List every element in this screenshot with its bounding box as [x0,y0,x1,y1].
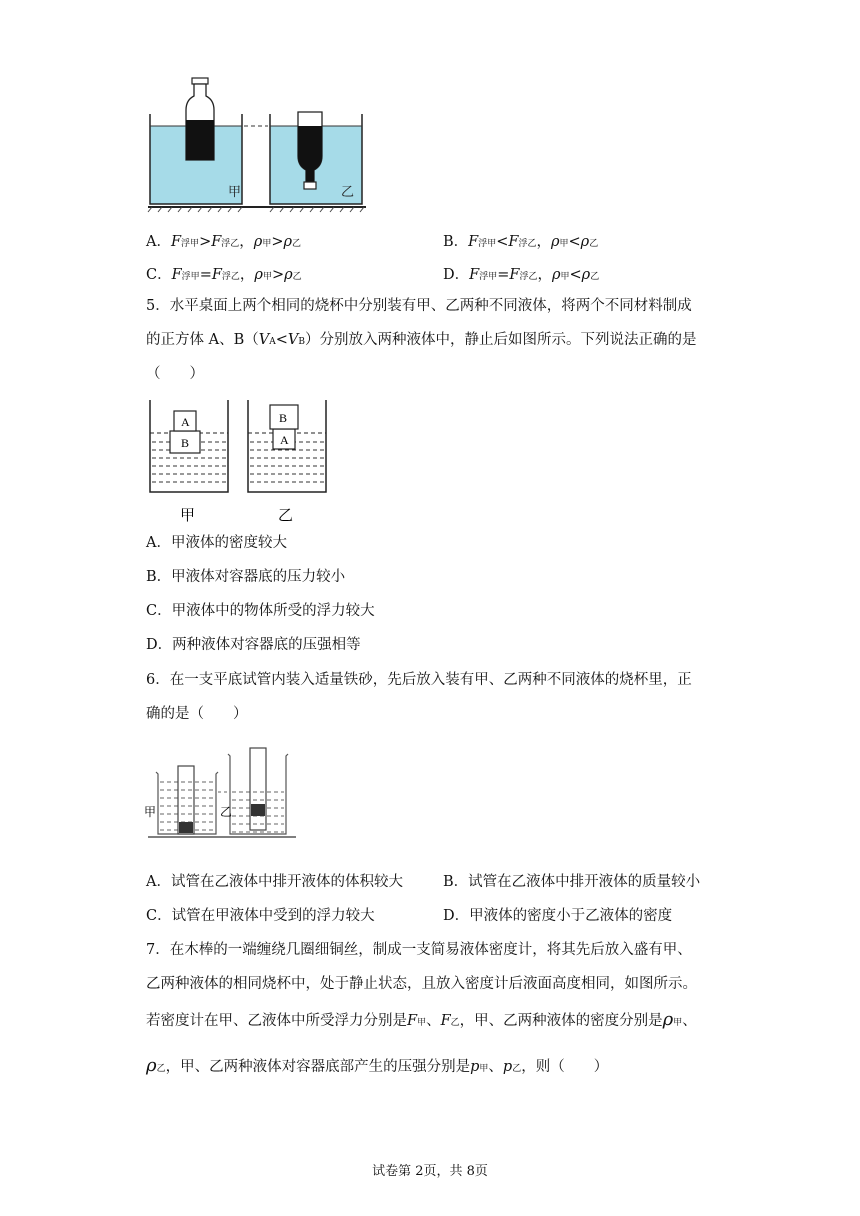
text: ，则（ ） [521,1059,609,1075]
subscript: 乙 [292,272,302,282]
separator: 、 [488,1059,503,1075]
operator: = [199,267,212,283]
q5-option-d: D．两种液体对容器底的压强相等 [146,637,361,653]
q4-label-jia: 甲 [228,184,242,199]
force-symbol: F [171,267,182,283]
operator: < [569,267,582,283]
q6-figure [140,744,300,854]
q6-option-d: D．甲液体的密度小于乙液体的密度 [443,908,673,924]
q5-option-b: B．甲液体对容器底的压力较小 [146,569,346,585]
separator: 、 [426,1013,441,1029]
force-symbol: F [170,234,182,250]
q5-stem-line3: （ ） [146,366,204,382]
text: ，甲、乙两种液体对容器底部产生的压强分别是 [165,1059,471,1075]
force-symbol: F [440,1013,451,1029]
rho-symbol: ρ [284,267,293,283]
subscript: 乙 [590,272,600,282]
operator: > [271,234,284,250]
volume-symbol: V [258,332,270,348]
q6-option-b: B．试管在乙液体中排开液体的质量较小 [443,874,701,890]
q5-option-a: A．甲液体的密度较大 [146,535,287,551]
q6-label-jia: 甲 [144,805,157,819]
q5-cube-a-jia: A [181,415,190,429]
subscript: 浮乙 [221,239,240,249]
q6-option-c: C．试管在甲液体中受到的浮力较大 [146,908,375,924]
text: 若密度计在甲、乙液体中所受浮力分别是 [146,1013,407,1029]
separator: 、 [682,1013,697,1029]
q6-stem-line2: 确的是（ ） [146,706,248,722]
rho-symbol: ρ [662,1009,674,1030]
q5-option-c: C．甲液体中的物体所受的浮力较大 [146,603,375,619]
force-symbol: F [508,234,519,250]
rho-symbol: ρ [254,267,263,283]
subscript: 乙 [156,1064,166,1074]
text: 的正方体 A、B（ [146,332,259,348]
text: ，甲、乙两种液体的密度分别是 [459,1013,663,1029]
operator: < [568,234,581,250]
subscript: 浮乙 [518,239,537,249]
force-symbol: F [211,267,222,283]
q7-stem-line3 [146,1010,697,1033]
q7-stem-line2: 乙两种液体的相同烧杯中，处于静止状态，且放入密度计后液面高度相同，如图所示。 [146,976,697,992]
subscript: 甲 [417,1018,427,1028]
subscript: 甲 [673,1018,683,1028]
option-letter: C． [146,267,172,283]
force-symbol: F [468,234,479,250]
subscript: 乙 [589,239,599,249]
subscript: A [269,337,276,347]
q6-stem-line1: 6．在一支平底试管内装入适量铁砂，先后放入装有甲、乙两种不同液体的烧杯里，正 [146,672,692,688]
rho-symbol: ρ [580,234,590,250]
subscript: 甲 [560,272,570,282]
q5-cube-a-yi: A [280,433,289,447]
subscript: 浮甲 [181,272,200,282]
q4-option-b: B．F浮甲<F浮乙，ρ甲<ρ乙 [443,234,599,250]
q6-option-a: A．试管在乙液体中排开液体的体积较大 [146,874,403,890]
pressure-symbol: p [470,1059,480,1075]
rho-symbol: ρ [550,234,560,250]
page-footer: 试卷第 2页，共 8页 [372,1164,488,1179]
q5-stem-line2 [146,330,697,352]
subscript: 浮甲 [479,272,498,282]
operator: < [275,332,288,348]
q7-stem-line4 [146,1056,608,1079]
pressure-symbol: p [502,1059,513,1075]
q4-option-c: C．F浮甲=F浮乙，ρ甲>ρ乙 [146,267,302,283]
q5-cube-b-yi: B [279,411,288,425]
force-symbol: F [509,267,520,283]
q4-option-d: D．F浮甲=F浮乙，ρ甲<ρ乙 [443,267,600,283]
subscript: 浮甲 [181,239,200,249]
q5-label-jia: 甲 [180,507,196,524]
option-letter: A． [146,234,171,250]
operator: = [497,267,510,283]
force-symbol: F [469,267,480,283]
subscript: B [298,337,305,347]
subscript: 甲 [262,272,272,282]
subscript: 乙 [512,1064,522,1074]
q5-stem-line1: 5．水平桌面上两个相同的烧杯中分别装有甲、乙两种不同液体，将两个不同材料制成 [146,298,692,314]
subscript: 乙 [292,239,302,249]
force-symbol: F [211,234,222,250]
subscript: 甲 [479,1064,489,1074]
text: ）分别放入两种液体中，静止后如图所示。下列说法正确的是 [305,332,697,348]
operator: < [496,234,509,250]
rho-symbol: ρ [581,267,591,283]
force-symbol: F [407,1013,418,1029]
operator: > [199,234,212,250]
option-letter: B． [443,234,469,250]
q4-option-a: A．F浮甲>F浮乙，ρ甲>ρ乙 [146,234,302,250]
q5-cube-b-jia: B [181,436,190,450]
rho-symbol: ρ [283,234,293,250]
rho-symbol: ρ [551,267,561,283]
subscript: 浮乙 [519,272,538,282]
option-letter: D． [443,267,470,283]
subscript: 浮乙 [221,272,240,282]
q6-label-yi: 乙 [220,805,233,819]
subscript: 甲 [262,239,272,249]
q5-label-yi: 乙 [278,507,294,524]
subscript: 浮甲 [478,239,497,249]
q7-stem-line1: 7．在木棒的一端缠绕几圈细铜丝，制成一支简易液体密度计，将其先后放入盛有甲、 [146,942,692,958]
q5-figure [140,396,340,526]
q4-label-yi: 乙 [341,184,355,199]
subscript: 乙 [450,1018,460,1028]
volume-symbol: V [287,332,299,348]
q4-figure [140,74,380,214]
rho-symbol: ρ [146,1055,157,1076]
rho-symbol: ρ [253,234,263,250]
operator: > [271,267,285,283]
subscript: 甲 [559,239,569,249]
